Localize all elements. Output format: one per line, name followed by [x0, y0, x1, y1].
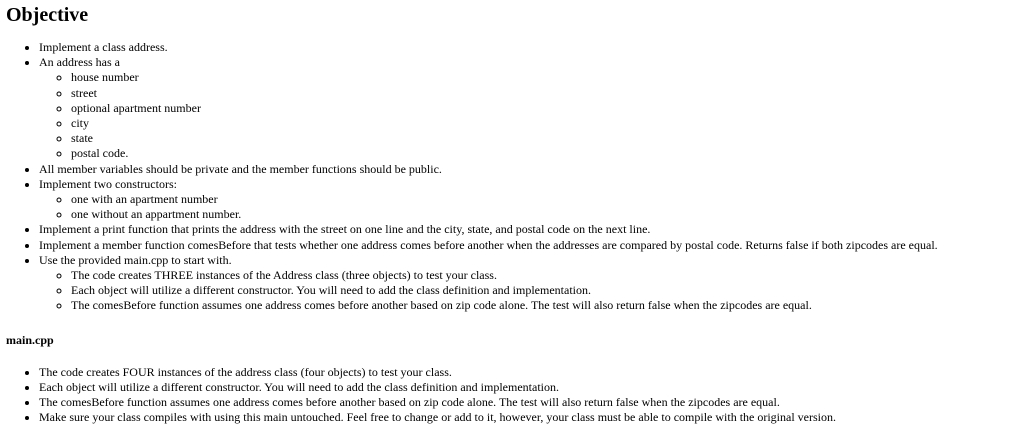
- list-item: [39, 222, 1018, 237]
- main-cpp-list: [6, 365, 1018, 426]
- sub-list-item: ◦ state: [71, 131, 1018, 146]
- sub-list-item: ◦ street: [71, 86, 1018, 101]
- list-item: [39, 177, 1018, 223]
- sub-list-item: ◦ one without an appartment number.: [71, 207, 1018, 222]
- address-fields-list: [39, 70, 1018, 161]
- main-cpp-heading: main.cpp: [6, 332, 54, 347]
- sub-list-item: ◦ postal code.: [71, 146, 1018, 161]
- list-item: [39, 253, 1018, 314]
- list-item: • The comesBefore function assumes one address comes before another based on zip code alone. The test will also return false when the zipcodes are equal.: [39, 395, 1018, 410]
- sub-list-item: ◦ house number: [71, 70, 1018, 85]
- list-item-text: Implement a print function that prints the address with the street on one line and the city, state, and postal code on the next line.: [39, 222, 651, 237]
- list-item-text: An address has a: [39, 55, 120, 70]
- list-item-text: Implement a member function comesBefore that tests whether one address comes before another when the addresses are compared by postal code. Returns false if both zipcodes are equal.: [39, 237, 938, 252]
- list-item: • Each object will utilize a different constructor. You will need to add the class definition and implementation.: [39, 380, 1018, 395]
- list-item-text: All member variables should be private and the member functions should be public.: [39, 161, 442, 176]
- constructors-list: [39, 192, 1018, 222]
- list-item: • Make sure your class compiles with using this main untouched. Feel free to change or add to it, however, your class must be able to compile with the original version.: [39, 410, 1018, 425]
- main-cpp-notes-list: [39, 268, 1018, 314]
- sub-list-item: ◦ Each object will utilize a different constructor. You will need to add the class definition and implementation.: [71, 283, 1018, 298]
- sub-list-item: ◦ one with an apartment number: [71, 192, 1018, 207]
- objective-list: [6, 40, 1018, 314]
- list-item: • The code creates FOUR instances of the address class (four objects) to test your class.: [39, 365, 1018, 380]
- list-item: [39, 238, 1018, 253]
- list-item-text: Use the provided main.cpp to start with.: [39, 252, 232, 267]
- sub-list-item: ◦ The comesBefore function assumes one address comes before another based on zip code alone. The test will also return false when the zipcodes are equal.: [71, 298, 1018, 313]
- sub-list-item: ◦ optional apartment number: [71, 101, 1018, 116]
- list-item-text: Implement two constructors:: [39, 176, 177, 191]
- sub-list-item: ◦ The code creates THREE instances of the Address class (three objects) to test your class.: [71, 268, 1018, 283]
- objective-heading: Objective: [6, 4, 89, 26]
- sub-list-item: ◦ city: [71, 116, 1018, 131]
- list-item: [39, 40, 1018, 55]
- list-item-text: Implement a class address.: [39, 40, 168, 54]
- list-item: [39, 162, 1018, 177]
- list-item: [39, 55, 1018, 161]
